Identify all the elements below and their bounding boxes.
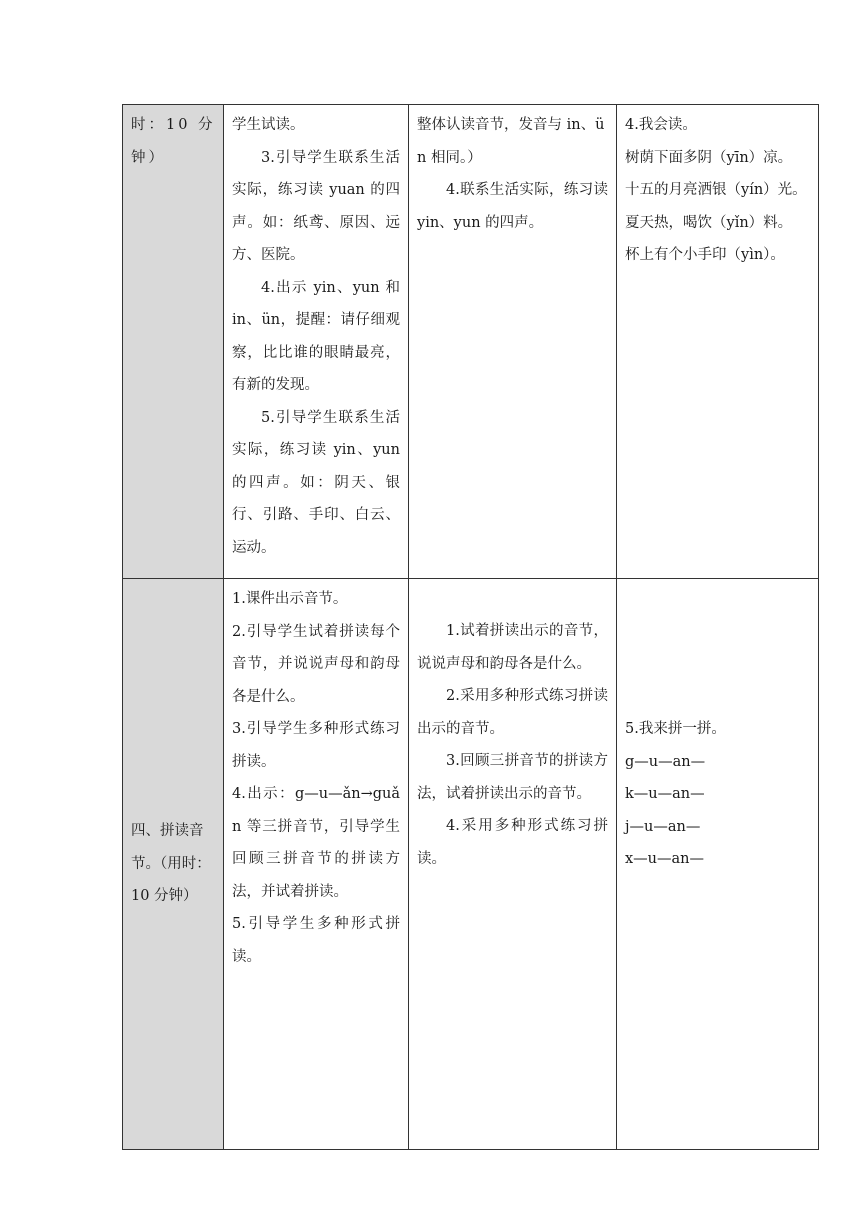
- cell-paragraph: g—u—an—: [625, 753, 706, 770]
- cell-paragraph: x—u—an—: [625, 851, 704, 867]
- board-cell: [617, 579, 819, 1150]
- student-activity-cell: [409, 105, 617, 579]
- cell-paragraph: 夏天热，喝饮（yǐn）料。: [625, 214, 793, 231]
- cell-paragraph: 树荫下面多阴（yīn）凉。: [625, 149, 793, 166]
- cell-paragraph: 5.引导学生联系生活实际，练习读 yin、yun 的四声。如：阴天、银行、引路、手印、白云、运动。: [232, 409, 400, 556]
- cell-paragraph: 1.课件出示音节。: [232, 591, 348, 607]
- table-row: [123, 105, 819, 579]
- stage-text: 时：10 分钟）: [131, 117, 216, 166]
- teacher-activity-cell: [224, 579, 409, 1150]
- cell-paragraph: 杯上有个小手印（yìn）。: [625, 247, 785, 263]
- board-cell: [617, 105, 819, 579]
- cell-paragraph: 1.试着拼读出示的音节，说说声母和韵母各是什么。: [417, 623, 608, 672]
- teacher-activity-cell: [224, 105, 409, 579]
- table-row: [123, 579, 819, 1150]
- cell-paragraph: 3.引导学生联系生活实际，练习读 yuan 的四声。如：纸鸢、原因、远方、医院。: [232, 149, 400, 263]
- cell-paragraph: 4.出示：g—u—ǎn→guǎn 等三拼音节，引导学生回顾三拼音节的拼读方法，并试着拼读。: [232, 786, 400, 900]
- cell-paragraph: k—u—an—: [625, 786, 705, 802]
- cell-paragraph: 整体认读音节，发音与 in、ün 相同。）: [417, 117, 605, 166]
- student-activity-cell: [409, 579, 617, 1150]
- lesson-plan-table: [122, 104, 819, 1150]
- cell-paragraph: 4.联系生活实际，练习读 yin、yun 的四声。: [417, 182, 608, 231]
- stage-cell: [123, 579, 224, 1150]
- stage-cell: [123, 105, 224, 579]
- cell-paragraph: 3.回顾三拼音节的拼读方法，试着拼读出示的音节。: [417, 753, 608, 802]
- cell-paragraph: 5.引导学生多种形式拼读。: [232, 916, 400, 965]
- cell-paragraph: 十五的月亮洒银（yín）光。: [625, 182, 807, 198]
- cell-paragraph: 4.采用多种形式练习拼读。: [417, 818, 608, 867]
- cell-paragraph: 2.引导学生试着拼读每个音节，并说说声母和韵母各是什么。: [232, 623, 400, 705]
- stage-text: 四、拼读音节。（用时：10 分钟）: [131, 823, 211, 905]
- cell-paragraph: 3.引导学生多种形式练习拼读。: [232, 721, 400, 770]
- cell-paragraph: 2.采用多种形式练习拼读出示的音节。: [417, 688, 608, 737]
- cell-paragraph: j—u—an—: [625, 818, 701, 835]
- cell-paragraph: 4.我会读。: [625, 117, 697, 133]
- cell-paragraph: 4.出示 yin、yun 和 in、ün，提醒：请仔细观察，比比谁的眼睛最亮，有新的发现。: [232, 279, 400, 393]
- cell-paragraph: 5.我来拼一拼。: [625, 721, 726, 737]
- cell-paragraph: 学生试读。: [232, 117, 305, 133]
